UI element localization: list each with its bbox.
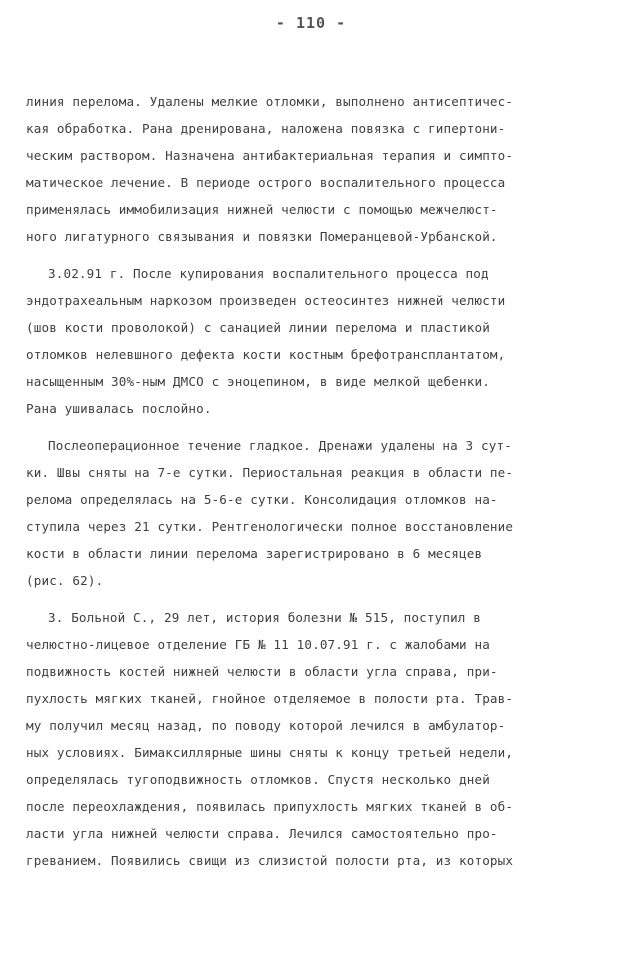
text-line: греванием. Появились свищи из слизистой полости рта, из которых xyxy=(26,853,514,868)
text-line: ных условиях. Бимаксиллярные шины сняты к концу третьей недели, xyxy=(26,745,514,760)
paragraph xyxy=(26,604,596,874)
text-line: линия перелома. Удалены мелкие отломки, выполнено антисептичес- xyxy=(26,94,514,109)
text-line: определялась тугоподвижность отломков. Спустя несколько дней xyxy=(26,772,490,787)
paragraph xyxy=(26,88,596,250)
text-line: (шов кости проволокой) с санацией линии перелома и пластикой xyxy=(26,320,490,335)
page-number: - 110 - xyxy=(275,14,347,32)
text-line: кости в области линии перелома зарегистрировано в 6 месяцев xyxy=(26,546,483,561)
text-line: Рана ушивалась послойно. xyxy=(26,401,212,416)
body-text xyxy=(26,88,596,874)
text-line: ческим раствором. Назначена антибактериальная терапия и симпто- xyxy=(26,148,514,163)
text-line: применялась иммобилизация нижней челюсти с помощью межчелюст- xyxy=(26,202,498,217)
text-line: 3.02.91 г. После купирования воспалительного процесса под xyxy=(48,266,489,281)
text-line: релома определялась на 5-6-е сутки. Консолидация отломков на- xyxy=(26,492,498,507)
text-line: ки. Швы сняты на 7-е сутки. Периостальная реакция в области пе- xyxy=(26,465,514,480)
text-line: кая обработка. Рана дренирована, наложена повязка с гипертони- xyxy=(26,121,506,136)
text-line: ного лигатурного связывания и повязки Померанцевой-Урбанской. xyxy=(26,229,498,244)
text-line: после переохлаждения, появилась припухлость мягких тканей в об- xyxy=(26,799,514,814)
paragraph xyxy=(26,260,596,422)
paragraph xyxy=(26,432,596,594)
text-line: ступила через 21 сутки. Рентгенологически полное восстановление xyxy=(26,519,514,534)
text-line: насыщенным 30%-ным ДМСО с эноцепином, в виде мелкой щебенки. xyxy=(26,374,490,389)
text-line: матическое лечение. В периоде острого воспалительного процесса xyxy=(26,175,506,190)
text-line: эндотрахеальным наркозом произведен остеосинтез нижней челюсти xyxy=(26,293,506,308)
text-line: челюстно-лицевое отделение ГБ № 11 10.07.91 г. с жалобами на xyxy=(26,637,490,652)
text-line: Послеоперационное течение гладкое. Дренажи удалены на 3 сут- xyxy=(48,438,512,453)
text-line: пухлость мягких тканей, гнойное отделяемое в полости рта. Трав- xyxy=(26,691,514,706)
text-line: (рис. 62). xyxy=(26,573,104,588)
text-line: 3. Больной С., 29 лет, история болезни № 515, поступил в xyxy=(48,610,481,625)
text-line: подвижность костей нижней челюсти в области угла справа, при- xyxy=(26,664,498,679)
text-line: му получил месяц назад, по поводу которой лечился в амбулатор- xyxy=(26,718,506,733)
text-line: отломков нелевшного дефекта кости костным брефотрансплантатом, xyxy=(26,347,506,362)
text-line: ласти угла нижней челюсти справа. Лечился самостоятельно про- xyxy=(26,826,498,841)
